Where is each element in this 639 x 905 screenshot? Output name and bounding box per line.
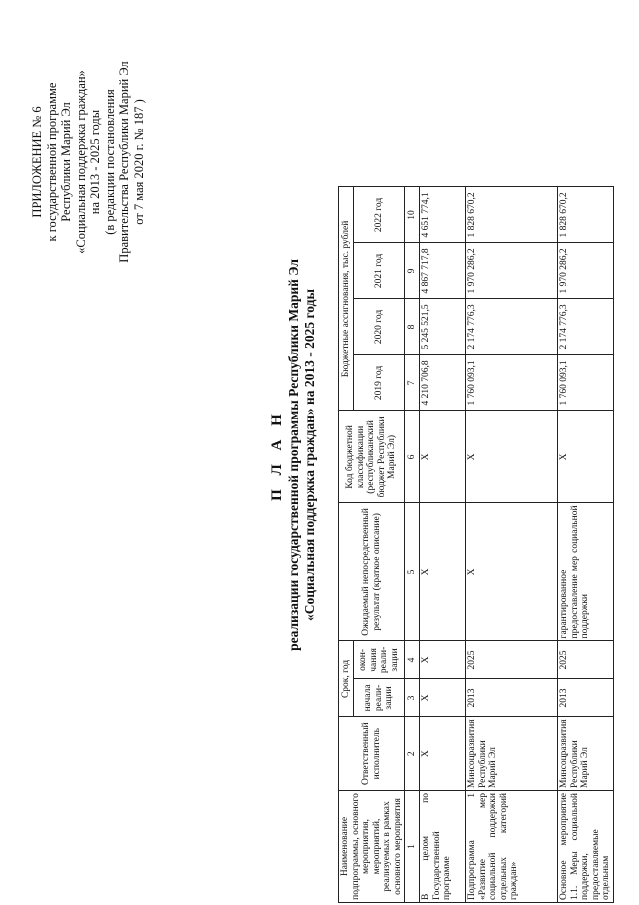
appendix-line: Республики Марий Эл <box>59 102 73 222</box>
row-2022: 1 828 670,2 <box>558 187 614 243</box>
row-end: Х <box>420 641 466 679</box>
header-2021: 2021 год <box>354 243 405 299</box>
row-start: 2013 <box>558 679 614 717</box>
header-2020: 2020 год <box>354 299 405 355</box>
header-2019: 2019 год <box>354 355 405 411</box>
row-2020: 2 174 776,3 <box>558 299 614 355</box>
row-code: Х <box>420 411 466 503</box>
row-2022: 4 651 774,1 <box>420 187 466 243</box>
plan-title <box>268 185 318 725</box>
column-number: 3 <box>405 679 420 717</box>
appendix-line: ПРИЛОЖЕНИЕ № 6 <box>30 106 44 218</box>
header-code: Код бюджетной классификации (республиканский бюджет Республики Марий Эл) <box>339 411 405 503</box>
header-term: Срок, год <box>339 641 354 717</box>
header-name: Наименование подпрограммы, основного мероприятия, мероприятий, реализуемых в рамках основного мероприятия <box>339 791 405 903</box>
row-2019: 1 760 093,1 <box>466 355 558 411</box>
row-executor: Минсоцразвития Республики Марий Эл <box>466 717 558 791</box>
row-2020: 5 245 521,5 <box>420 299 466 355</box>
column-number: 9 <box>405 243 420 299</box>
appendix-header <box>30 37 146 287</box>
row-start: 2013 <box>466 679 558 717</box>
column-number: 4 <box>405 641 420 679</box>
appendix-line: (в редакции постановления <box>102 89 117 235</box>
row-end: 2025 <box>558 641 614 679</box>
column-number: 2 <box>405 717 420 791</box>
header-2022: 2022 год <box>354 187 405 243</box>
appendix-line: Правительства Республики Марий Эл <box>117 61 131 263</box>
row-2022: 1 828 670,2 <box>466 187 558 243</box>
appendix-line: от 7 мая 2020 г. № 187 ) <box>131 99 146 225</box>
header-start: начала реали-зации <box>354 679 405 717</box>
row-name: Основное мероприятие 1.1. Меры социальной поддержки, предоставляемые отдельным <box>558 791 614 903</box>
header-result: Ожидаемый непосредственный результат (краткое описание) <box>339 503 405 641</box>
plan-table <box>338 186 614 903</box>
row-result: Х <box>466 503 558 641</box>
column-number: 6 <box>405 411 420 503</box>
column-number: 5 <box>405 503 420 641</box>
row-name: В целом по Государственной программе <box>420 791 466 903</box>
header-executor: Ответственный исполнитель <box>339 717 405 791</box>
appendix-line: на 2013 - 2025 годы <box>88 109 102 215</box>
column-number-row <box>405 187 420 903</box>
table-row <box>420 187 466 903</box>
row-code: Х <box>558 411 614 503</box>
table-row <box>558 187 614 903</box>
plan-heading: П Л А Н <box>269 409 285 501</box>
plan-title-line-1: реализации государственной программы Республики Марий Эл <box>286 259 301 651</box>
column-number: 7 <box>405 355 420 411</box>
row-executor: Х <box>420 717 466 791</box>
row-2019: 4 210 706,8 <box>420 355 466 411</box>
header-budget: Бюджетные ассигнования, тыс. рублей <box>339 187 354 411</box>
appendix-line: «Социальная поддержка граждан» <box>73 70 88 254</box>
row-2019: 1 760 093,1 <box>558 355 614 411</box>
row-2020: 2 174 776,3 <box>466 299 558 355</box>
row-end: 2025 <box>466 641 558 679</box>
header-end: окон-чания реали-зации <box>354 641 405 679</box>
plan-title-line-2: «Социальная поддержка граждан» на 2013 - 2025 годы <box>302 288 317 622</box>
row-2021: 1 970 286,2 <box>558 243 614 299</box>
row-code: Х <box>466 411 558 503</box>
row-result: гарантированное предоставление мер социальной поддержки <box>558 503 614 641</box>
table-row <box>466 187 558 903</box>
column-number: 1 <box>405 791 420 903</box>
column-number: 8 <box>405 299 420 355</box>
row-2021: 1 970 286,2 <box>466 243 558 299</box>
column-number: 10 <box>405 187 420 243</box>
row-2021: 4 867 717,8 <box>420 243 466 299</box>
row-start: Х <box>420 679 466 717</box>
row-executor: Минсоцразвития Республики Марий Эл <box>558 717 614 791</box>
row-result: Х <box>420 503 466 641</box>
row-name: Подпрограмма 1 «Развитие мер социальной поддержки отдельных категорий граждан» <box>466 791 558 903</box>
appendix-line: к государственной программе <box>44 82 59 242</box>
